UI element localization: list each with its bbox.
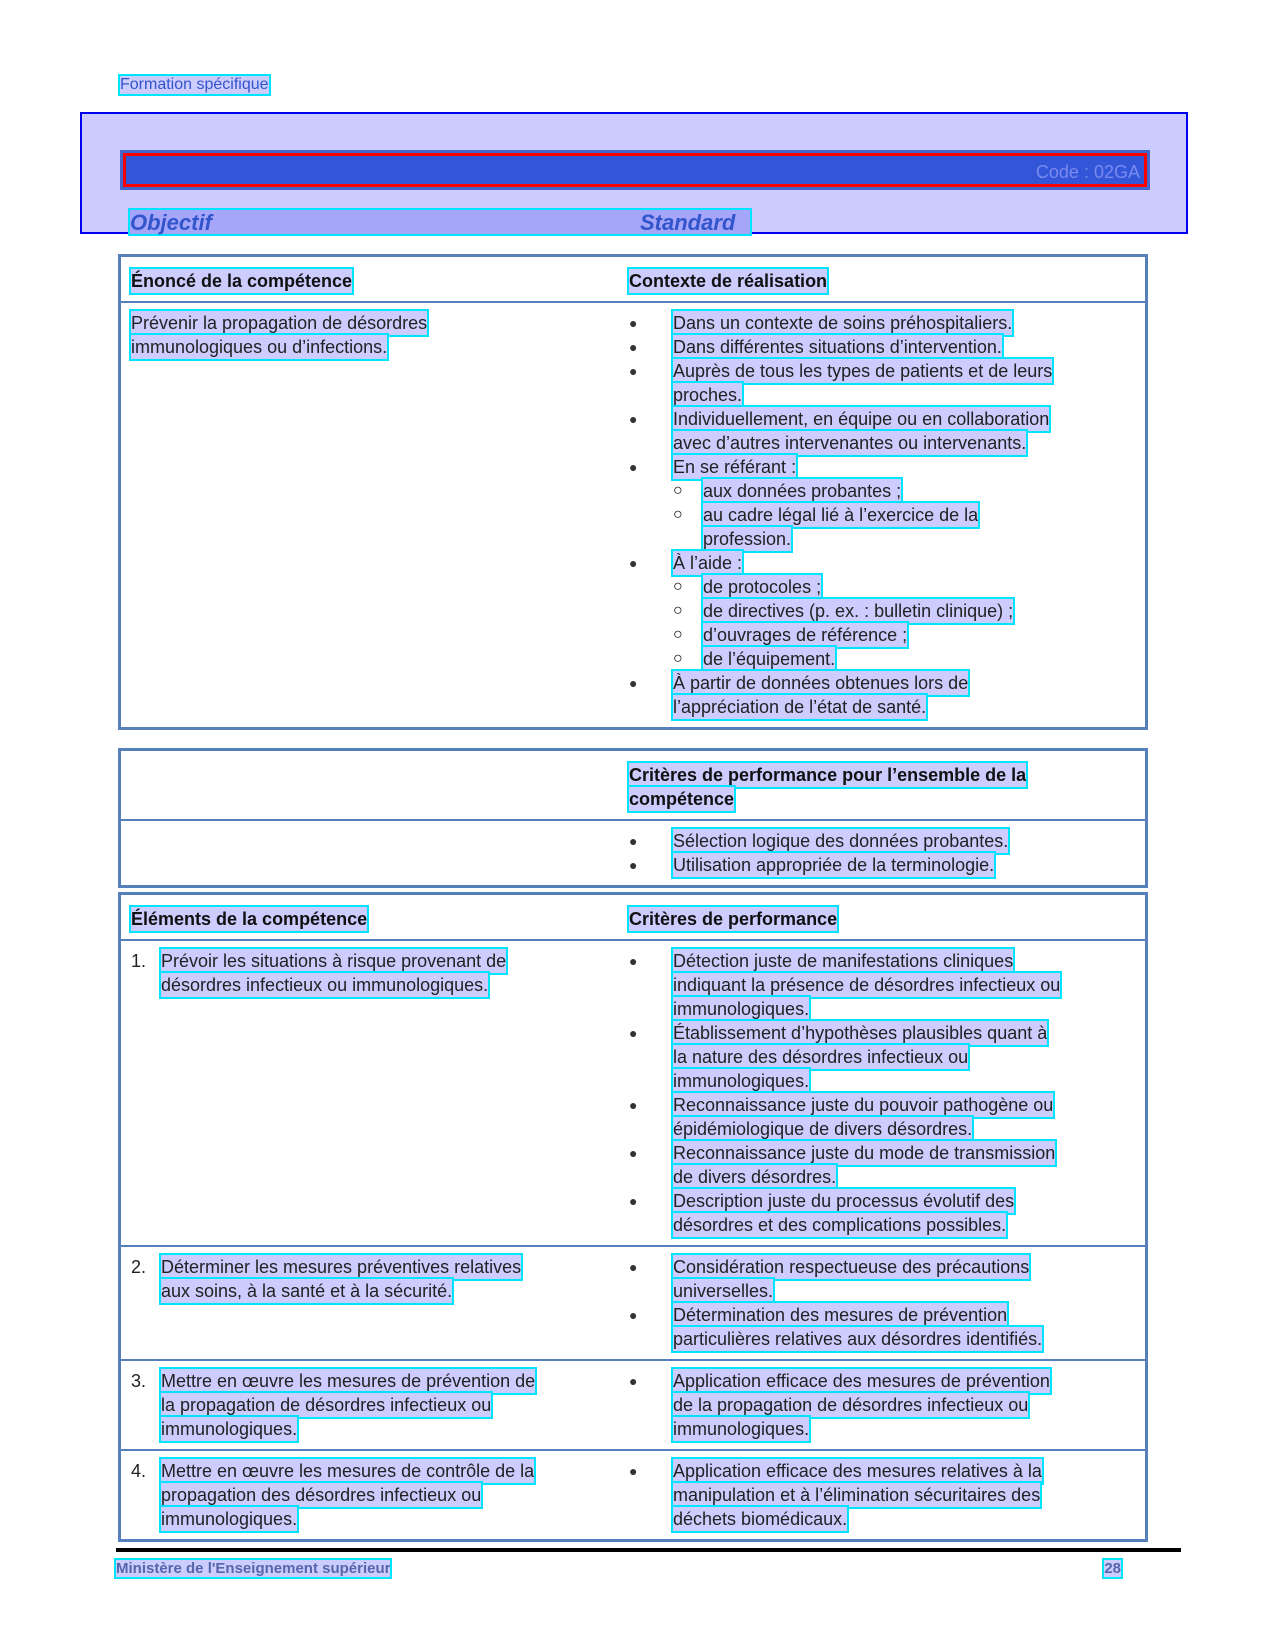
text-line: déchets biomédicaux. xyxy=(673,1509,848,1529)
sub-bullet-item xyxy=(629,479,1135,503)
bullet-icon: ● xyxy=(629,1373,638,1389)
circle-bullet-icon: ○ xyxy=(673,578,683,595)
bullet-item xyxy=(629,1093,1135,1141)
element-number: 4. xyxy=(131,1461,147,1481)
bullet-icon: ● xyxy=(629,833,638,849)
text-line: Individuellement, en équipe ou en collaboration xyxy=(673,409,1050,429)
text-line: Utilisation appropriée de la terminologie. xyxy=(673,855,995,875)
code-bar xyxy=(120,150,1150,190)
bullet-icon: ● xyxy=(629,1097,638,1113)
text-line: manipulation et à l’élimination sécuritaires des xyxy=(673,1485,1041,1505)
text-line: immunologiques. xyxy=(161,1509,298,1529)
bullet-item xyxy=(629,407,1135,455)
text-line: Prévoir les situations à risque provenant de xyxy=(161,951,507,971)
sub-bullet-item xyxy=(629,623,1135,647)
text-line: particulières relatives aux désordres identifiés. xyxy=(673,1329,1043,1349)
text-line: Sélection logique des données probantes. xyxy=(673,831,1009,851)
circle-bullet-icon: ○ xyxy=(673,482,683,499)
bullet-icon: ● xyxy=(629,1193,638,1209)
element-row xyxy=(121,1449,1145,1539)
text-line: avec d’autres intervenantes ou intervenants. xyxy=(673,433,1027,453)
running-header: Formation spécifique xyxy=(120,76,269,93)
bullet-icon: ● xyxy=(629,555,638,571)
program-code xyxy=(1036,162,1140,183)
bullet-icon: ● xyxy=(629,339,638,355)
sub-bullet-item xyxy=(629,647,1135,671)
text-line: immunologiques. xyxy=(673,1071,810,1091)
bullet-item xyxy=(629,853,1135,877)
text-line: désordres et des complications possibles. xyxy=(673,1215,1007,1235)
text-line: la propagation de désordres infectieux ou xyxy=(161,1395,492,1415)
circle-bullet-icon: ○ xyxy=(673,626,683,643)
text-line: Éléments de la compétence xyxy=(131,909,368,929)
text-line: de l’équipement. xyxy=(703,649,836,669)
text-line: À l’aide : xyxy=(673,553,743,573)
bullet-item xyxy=(629,671,1135,719)
text-line: À partir de données obtenues lors de xyxy=(673,673,969,693)
text-line: aux données probantes ; xyxy=(703,481,902,501)
bullet-icon: ● xyxy=(629,1307,638,1323)
text-line: Critères de performance pour l’ensemble de la xyxy=(629,765,1027,785)
text-line: indiquant la présence de désordres infectieux ou xyxy=(673,975,1061,995)
text-line: proches. xyxy=(673,385,743,405)
text-line: Détection juste de manifestations cliniques xyxy=(673,951,1014,971)
text-line: l’appréciation de l’état de santé. xyxy=(673,697,927,717)
text-line: la nature des désordres infectieux ou xyxy=(673,1047,969,1067)
text-line: Auprès de tous les types de patients et de leurs xyxy=(673,361,1053,381)
bullet-icon: ● xyxy=(629,1463,638,1479)
circle-bullet-icon: ○ xyxy=(673,602,683,619)
bullet-icon: ● xyxy=(629,857,638,873)
text-line: de directives (p. ex. : bulletin clinique) ; xyxy=(703,601,1014,621)
element-row xyxy=(121,1359,1145,1449)
text-line: Prévenir la propagation de désordres xyxy=(131,313,428,333)
bullet-item xyxy=(629,1303,1135,1351)
text-line: immunologiques ou d’infections. xyxy=(131,337,388,357)
text-line: En se référant : xyxy=(673,457,797,477)
element-number: 1. xyxy=(131,951,147,971)
footer xyxy=(116,1548,1181,1577)
objective-label: Objectif xyxy=(130,210,212,235)
page-number: 28 xyxy=(1104,1560,1121,1577)
bullet-item xyxy=(629,1021,1135,1093)
bullet-icon: ● xyxy=(629,675,638,691)
text-line: Détermination des mesures de prévention xyxy=(673,1305,1008,1325)
element-number: 2. xyxy=(131,1257,147,1277)
text-line: Application efficace des mesures de prévention xyxy=(673,1371,1050,1391)
text-line: Contexte de réalisation xyxy=(629,271,828,291)
bullet-item xyxy=(629,949,1135,1021)
bullet-icon: ● xyxy=(629,1145,638,1161)
bullet-item xyxy=(629,1189,1135,1237)
bullet-icon: ● xyxy=(629,1025,638,1041)
bullet-item xyxy=(629,311,1135,335)
text-line: Description juste du processus évolutif des xyxy=(673,1191,1015,1211)
bullet-item xyxy=(629,359,1135,407)
sub-bullet-item xyxy=(629,575,1135,599)
bullet-item xyxy=(629,1255,1135,1303)
text-line: Reconnaissance juste du mode de transmission xyxy=(673,1143,1056,1163)
text-line: Dans un contexte de soins préhospitaliers. xyxy=(673,313,1013,333)
text-line: Critères de performance xyxy=(629,909,838,929)
circle-bullet-icon: ○ xyxy=(673,506,683,523)
text-line: immunologiques. xyxy=(673,1419,810,1439)
bullet-icon: ● xyxy=(629,315,638,331)
text-line: Déterminer les mesures préventives relatives xyxy=(161,1257,522,1277)
bullet-icon: ● xyxy=(629,459,638,475)
text-line: Considération respectueuse des précautions xyxy=(673,1257,1030,1277)
bullet-item xyxy=(629,829,1135,853)
bullet-icon: ● xyxy=(629,953,638,969)
text-line: immunologiques. xyxy=(673,999,810,1019)
text-line: au cadre légal lié à l’exercice de la xyxy=(703,505,979,525)
text-line: Énoncé de la compétence xyxy=(131,271,353,291)
standard-label: Standard xyxy=(640,210,736,235)
code-value: 02GA xyxy=(1093,162,1140,182)
text-line: Mettre en œuvre les mesures de contrôle de la xyxy=(161,1461,535,1481)
text-line: épidémiologique de divers désordres. xyxy=(673,1119,973,1139)
bullet-item xyxy=(629,455,1135,479)
text-line: universelles. xyxy=(673,1281,774,1301)
text-line: aux soins, à la santé et à la sécurité. xyxy=(161,1281,453,1301)
bullet-item xyxy=(629,1141,1135,1189)
text-line: compétence xyxy=(629,789,735,809)
text-line: Reconnaissance juste du pouvoir pathogène ou xyxy=(673,1095,1054,1115)
footer-ministry: Ministère de l'Enseignement supérieur xyxy=(116,1560,391,1577)
text-line: immunologiques. xyxy=(161,1419,298,1439)
text-line: Dans différentes situations d’intervention. xyxy=(673,337,1002,357)
competence-table xyxy=(118,254,1148,730)
text-line: de protocoles ; xyxy=(703,577,822,597)
element-row xyxy=(121,1245,1145,1359)
title-band xyxy=(80,112,1188,234)
text-line: d’ouvrages de référence ; xyxy=(703,625,908,645)
element-number: 3. xyxy=(131,1371,147,1391)
text-line: propagation des désordres infectieux ou xyxy=(161,1485,482,1505)
element-row xyxy=(121,939,1145,1245)
global-criteria-table xyxy=(118,748,1148,888)
sub-bullet-item xyxy=(629,503,1135,551)
bullet-icon: ● xyxy=(629,1259,638,1275)
text-line: Application efficace des mesures relatives à la xyxy=(673,1461,1042,1481)
bullet-item xyxy=(629,551,1135,575)
text-line: de la propagation de désordres infectieux ou xyxy=(673,1395,1029,1415)
text-line: de divers désordres. xyxy=(673,1167,837,1187)
objective-standard-heading xyxy=(130,210,750,234)
text-line: profession. xyxy=(703,529,792,549)
bullet-item xyxy=(629,1459,1135,1531)
bullet-icon: ● xyxy=(629,363,638,379)
circle-bullet-icon: ○ xyxy=(673,650,683,667)
elements-table xyxy=(118,892,1148,1542)
bullet-item xyxy=(629,1369,1135,1441)
code-label: Code : xyxy=(1035,162,1089,182)
sub-bullet-item xyxy=(629,599,1135,623)
bullet-icon: ● xyxy=(629,411,638,427)
text-line: Mettre en œuvre les mesures de prévention de xyxy=(161,1371,536,1391)
bullet-item xyxy=(629,335,1135,359)
text-line: Établissement d’hypothèses plausibles quant à xyxy=(673,1023,1048,1043)
text-line: désordres infectieux ou immunologiques. xyxy=(161,975,489,995)
